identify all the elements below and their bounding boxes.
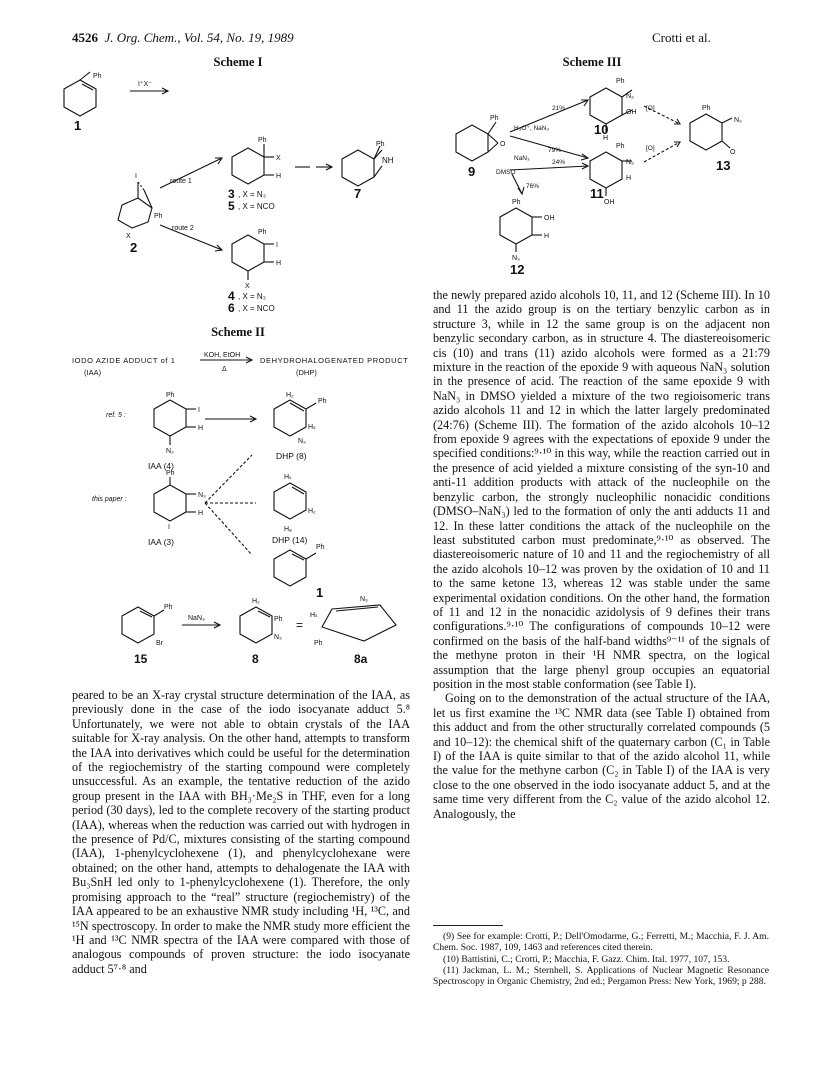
- s2-i-c: I: [168, 524, 170, 531]
- s2-iaa3: IAA (3): [148, 537, 174, 547]
- s1-label-5: 5: [228, 199, 235, 213]
- s2-ref5: ref. 5 :: [106, 412, 126, 419]
- s3-o-13: O: [730, 149, 736, 156]
- s3-acid: H₃O⁺, NaN₃: [514, 125, 550, 132]
- s3-p21: 21%: [552, 105, 566, 112]
- s3-ox-b: [O]: [646, 145, 655, 152]
- s2-br: Br: [156, 640, 163, 647]
- s1-x-3: X: [276, 155, 281, 162]
- s2-n3-e: N₃: [360, 596, 368, 603]
- s2-ph-c: Ph: [166, 470, 175, 477]
- s2-iaa-abbr: (IAA): [84, 368, 102, 377]
- s3-o-9: O: [500, 141, 506, 148]
- s3-oh-10: OH: [626, 109, 637, 116]
- s2-dhp14: DHP (14): [272, 535, 308, 545]
- s3-n3-12: N₃: [512, 255, 520, 262]
- s3-ph-12: Ph: [512, 199, 521, 206]
- footnote-11: (11) Jackman, L. M.; Sternhell, S. Applications of Nuclear Magnetic Resonance Spectroscopy in Organic Chemistry, 2nd ed.; Pergamon Press: New York, 1969; p 288.: [433, 964, 769, 988]
- s3-oh-11: OH: [604, 199, 615, 206]
- s3-label-10: 10: [594, 122, 609, 137]
- footnote-rule: [433, 925, 503, 926]
- s2-nan3: NaN₃: [188, 615, 205, 622]
- s1-h-3: H: [276, 173, 282, 180]
- s1-label-6: 6: [228, 301, 235, 315]
- left-column: [72, 688, 410, 976]
- s2-ph-g: Ph: [314, 640, 323, 647]
- s2-ph-f: Ph: [274, 616, 283, 623]
- s1-x-2: X: [126, 233, 131, 240]
- s1-x-n3-a: , X = N₃: [238, 190, 266, 199]
- s3-ph-9: Ph: [490, 115, 499, 122]
- s3-n3-10: N₃: [626, 93, 634, 100]
- s1-route1: route 1: [170, 178, 192, 185]
- right-column: [433, 288, 770, 821]
- s1-reagent: I⁺X⁻: [138, 81, 153, 88]
- s1-label-3: 3: [228, 187, 235, 201]
- s2-hs-b: Hₛ: [284, 474, 292, 481]
- s1-x-4: X: [245, 283, 250, 290]
- left-paragraph: peared to be an X-ray crystal structure determination of the IAA, as previously done in the case of the iodo isocyanate adduct 5.⁸ Unfortunately, we were not able to obtain crystals of the IAA suitable for X-ray analysis. On the other hand, attempts to transform the IAA into derivatives which could be useful for the determination of the regiochemistry of the starting compound were completely unsuccessful. As an example, the tentative reduction of the azido group present in the IAA with BH₃·Me₂S in THF, even for a long period (30 days), led to the complete recovery of the starting product (IAA), whereas when the reduction was carried out with hydrogen in the presence of Pd/C, mixtures consisting of the starting compound (IAA), 1-phenylcyclohexene (1), and phenylcyclohexane were obtained; on the other hand, attempts to dehalogenate the IAA with Bu₃SnH led only to 1-phenylcyclohexene (1). Therefore, the only promising approach to the “real” structure (regiochemistry) of the IAA appeared to be an exhaustive NMR study including ¹H, ¹³C, and ¹⁵N spectroscopy. In order to make the NMR study more efficient the ¹H and ¹³C NMR spectra of the IAA were compared with those of analogous compounds of proven structure: the iodo isocyanate adduct 5⁷·⁸ and: [72, 688, 410, 976]
- s2-dhp8: DHP (8): [276, 451, 307, 461]
- s2-ph-a: Ph: [166, 392, 175, 399]
- page-number: 4526: [72, 30, 98, 45]
- s2-h2-c: H₂: [252, 598, 260, 605]
- s3-h-11: H: [626, 175, 632, 182]
- footnotes: [433, 931, 769, 987]
- s2-label-8a: 8a: [354, 652, 368, 666]
- running-authors: Crotti et al.: [652, 30, 711, 45]
- s3-ph-13: Ph: [702, 105, 711, 112]
- s1-label-1: 1: [74, 118, 82, 133]
- s1-x-nco-b: , X = NCO: [238, 304, 275, 313]
- s2-dhp-top: DEHYDROHALOGENATED PRODUCT: [260, 356, 409, 365]
- s2-cond: KOH, EtOH: [204, 352, 241, 359]
- s3-p24: 24%: [552, 159, 566, 166]
- s2-n3-a: N₃: [166, 448, 174, 455]
- right-paragraph-2: Going on to the demonstration of the actual structure of the IAA, let us first examine the ¹³C NMR data (see Table I) obtained from this adduct and from the other structurally correlated compounds (5 and 10–12): the chemical shift of the quaternary carbon (C₁ in Table I) of the IAA is quite similar to that of the azido alcohol 11, while the value for the methyne carbon (C₂ in Table I) of the IAA is very close to the one observed in the iodo isocyanate adduct 5, and at the same time very different from the C₂ value of the azido alcohol 12. Analogously, the: [433, 691, 770, 821]
- s2-iaa4: IAA (4): [148, 461, 174, 471]
- right-paragraph-1: the newly prepared azido alcohols 10, 11, and 12 (Scheme III). In 10 and 11 the azido group is on the tertiary benzylic carbon as in structure 3, while in 12 the same group is on the adjacent non benzylic secondary carbon, as in structure 4. The diastereoisomeric cis (10) and trans (11) azido alcohols were formed as a 21:79 mixture in the reaction of the epoxide 9 with aqueous NaN₃ solution in the presence of acid. The reaction of the same epoxide 9 with NaN₃ in DMSO yielded a mixture of the two regioisomeric trans azido alcohols 11 and 12 in which the latter largely predominated (24:76) (Scheme III). The formation of the azido alcohols 10–12 from epoxide 9 agrees with the expectations of epoxide 9 under the specified conditions:⁹·¹⁰ in this way, while the reaction carried out in the presence of acid yielded a mixture consisting of the syn-10 and anti-11 addition products with attack of the nucleophile on the benzylic carbon, the strongly nucleophilic nonacidic conditions (DMSO–NaN₃) led to the formation of only the anti adducts 11 and 12. In these latter conditions the attack of the nucleophile on the least substituted carbon must predominate,⁹·¹⁰ as observed. The diastereoisomeric nature of 10 and 11 and the regiochemistry of all the azido alcohols 10–12 was proven by the oxidation of 10 and 11 to the same ketone 13, whereas 12 was stable under the same experimental oxidation conditions. On the other hand, the formation of 11 and 12 in the nonacidic azidolysis of 9 defines their trans configurations.⁹·¹⁰ The configurations of compounds 10–12 were confirmed on the basis of the half-band widths⁹⁻¹¹ of the signals of the methyne proton in their ¹H NMR spectra, on the logical assumption that the large phenyl group occupies an equatorial position in the most stable conformation (see Table I).: [433, 288, 770, 691]
- s1-label-2: 2: [130, 240, 138, 255]
- s2-ph-b: Ph: [318, 398, 327, 405]
- s1-i-2: I: [135, 173, 137, 180]
- footnote-9: (9) See for example: Crotti, P.; Dell'Omodarme, G.; Ferretti, M.; Macchia, F. J. Am. Chem. Soc. 1987, 109, 1463 and references cited therein.: [433, 931, 769, 954]
- running-header: [72, 30, 294, 46]
- s2-i-a: I: [198, 407, 200, 414]
- s3-label-11: 11: [590, 186, 604, 201]
- s3-ph-11: Ph: [616, 143, 625, 150]
- s3-dmso: DMSO: [496, 169, 516, 176]
- s1-label-7: 7: [354, 186, 362, 201]
- s3-h-10: H: [603, 135, 609, 142]
- s2-h2-b: H₂: [308, 508, 316, 515]
- s2-h-a: H: [198, 425, 204, 432]
- s3-ph-10: Ph: [616, 78, 625, 85]
- s2-h-c: H: [198, 510, 204, 517]
- s2-eq: =: [296, 618, 304, 632]
- s2-n3-d: N₃: [274, 634, 282, 641]
- s1-i-4: I: [276, 242, 278, 249]
- s3-label-13: 13: [716, 158, 731, 173]
- s1-nh: NH: [382, 156, 394, 165]
- scheme-1-figure: [60, 70, 410, 315]
- s1-x-n3-b: , X = N₃: [238, 292, 266, 301]
- scheme-2-title: Scheme II: [211, 325, 265, 339]
- s2-hs-a: Hₛ: [308, 424, 316, 431]
- s3-n3-13: N₃: [734, 117, 742, 124]
- s2-label-8: 8: [252, 652, 259, 666]
- s2-delta: Δ: [222, 366, 227, 373]
- s3-n3-11: N₃: [626, 159, 634, 166]
- s2-hs-c: Hₛ: [310, 612, 318, 619]
- s2-h2-a: H₂: [286, 392, 294, 399]
- s2-ph-d: Ph: [316, 544, 325, 551]
- s1-ph-3: Ph: [258, 137, 267, 144]
- scheme-3-figure: [440, 70, 770, 277]
- s2-thispaper: this paper :: [92, 496, 127, 503]
- s2-ph-e: Ph: [164, 604, 173, 611]
- s3-oh-12: OH: [544, 215, 555, 222]
- s2-n3-c: N₃: [198, 492, 206, 499]
- scheme-2-figure: [60, 345, 410, 675]
- s1-h-4: H: [276, 260, 282, 267]
- s2-iaa-top: IODO AZIDE ADDUCT of 1: [72, 356, 176, 365]
- s1-ph-2: Ph: [154, 213, 163, 220]
- s3-p79: 79%: [548, 147, 562, 154]
- s1-ph-4: Ph: [258, 229, 267, 236]
- s3-label-12: 12: [510, 262, 525, 277]
- s2-label-1: 1: [316, 585, 324, 600]
- s3-ox-a: [O]: [646, 105, 655, 112]
- footnote-10: (10) Battistini, C.; Crotti, P.; Macchia, F. Gazz. Chim. Ital. 1977, 107, 153.: [443, 953, 730, 965]
- s1-ph-7: Ph: [376, 141, 385, 148]
- s1-route2: route 2: [172, 225, 194, 232]
- s2-label-15: 15: [134, 652, 148, 666]
- s3-p76: 76%: [526, 183, 540, 190]
- scheme-3-title: Scheme III: [562, 55, 622, 69]
- scheme-1-title: Scheme I: [213, 55, 263, 69]
- s1-label-4: 4: [228, 289, 235, 303]
- s1-ph-1: Ph: [93, 73, 102, 80]
- s2-ha: Hₐ: [284, 526, 292, 533]
- s3-nan3: NaN₃: [514, 155, 530, 162]
- s2-n3-b: N₃: [298, 438, 306, 445]
- s2-dhp-abbr: (DHP): [296, 368, 317, 377]
- s3-label-9: 9: [468, 164, 476, 179]
- s3-h-12: H: [544, 233, 550, 240]
- s1-x-nco-a: , X = NCO: [238, 202, 275, 211]
- journal-citation: J. Org. Chem., Vol. 54, No. 19, 1989: [104, 30, 294, 45]
